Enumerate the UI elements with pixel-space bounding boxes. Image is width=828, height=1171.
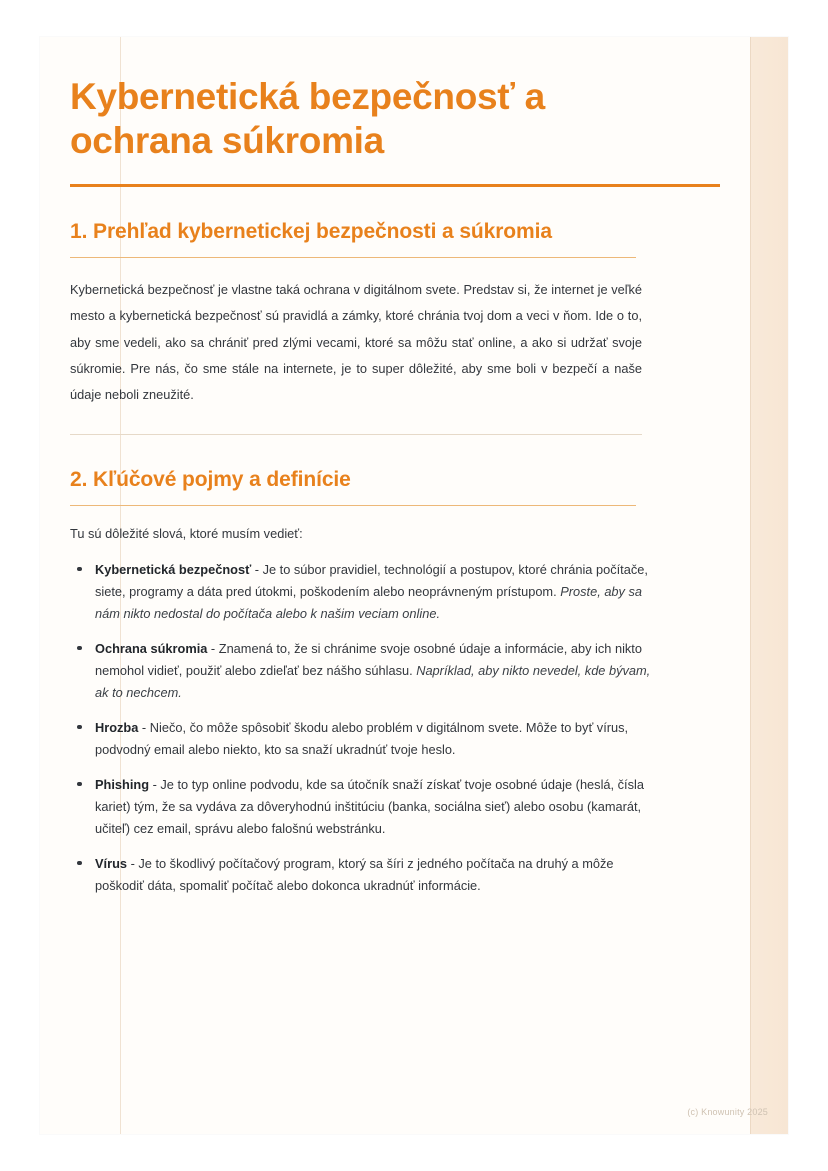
list-item: [70, 853, 660, 910]
list-item: [70, 559, 660, 638]
terms-list: [70, 545, 650, 910]
right-margin-rule: [750, 37, 751, 1134]
section-heading-2: 2. Kľúčové pojmy a definície: [70, 468, 351, 492]
term-example: Proste, aby sa nám nikto nedostal do počítača alebo k našim veciam online.: [95, 583, 643, 621]
term-name: Hrozba: [95, 719, 139, 735]
list-item: [70, 717, 660, 774]
term-definition: - Je to typ online podvodu, kde sa útočník snaží získať tvoje osobné údaje (heslá, čísla kariet) tým, že sa vydáva za dôveryhodnú inštitúciu (banka, sociálna sieť) alebo osobu (kamarát, učiteľ) cez email, správu alebo falošnú webstránku.: [95, 776, 644, 836]
term-name: Vírus: [95, 855, 128, 871]
term-definition: - Je to škodlivý počítačový program, ktorý sa šíri z jedného počítača na druhý a môže poškodiť dáta, spomaliť počítač alebo dokonca ukradnúť informácie.: [95, 855, 614, 893]
term-name: Kybernetická bezpečnosť: [95, 561, 252, 577]
page-title: Kybernetická bezpečnosť a ochrana súkromia: [70, 76, 545, 161]
page-footer: (c) Knowunity 2025: [687, 1107, 768, 1117]
list-item: [70, 638, 660, 717]
term-example: Napríklad, aby nikto nevedel, kde bývam, ak to nechcem.: [95, 662, 651, 700]
term-definition: - Niečo, čo môže spôsobiť škodu alebo problém v digitálnom svete. Môže to byť vírus, podvodný email alebo niekto, kto sa snaží ukradnúť tvoje heslo.: [95, 719, 629, 757]
list-item: [70, 774, 660, 853]
section-intro-2: Tu sú dôležité slová, ktoré musím vedieť:: [70, 526, 303, 542]
term-definition: - Je to súbor pravidiel, technológií a postupov, ktoré chránia počítače, siete, programy a dáta pred útokmi, poškodením alebo neoprávneným prístupom.: [95, 561, 648, 599]
section-paragraph-1: Kybernetická bezpečnosť je vlastne taká ochrana v digitálnom svete. Predstav si, že internet je veľké mesto a kybernetická bezpečnosť sú pravidlá a zámky, ktoré chránia tvoj dom a veci v ňom. Ide o to, aby sme vedeli, ako sa chrániť pred zlými vecami, ktoré sa môžu stať online, a ako si udržať svoje súkromie. Pre nás, čo sme stále na internete, je to super dôležité, aby sme boli v bezpečí a naše údaje neboli zneužité.: [70, 282, 642, 403]
document-content: [70, 37, 768, 1117]
section-heading-1: 1. Prehľad kybernetickej bezpečnosti a súkromia: [70, 220, 552, 244]
term-name: Ochrana súkromia: [95, 640, 208, 656]
term-name: Phishing: [95, 776, 150, 792]
term-definition: - Znamená to, že si chránime svoje osobné údaje a informácie, aby ich nikto nemohol vidieť, použiť alebo zdieľať bez nášho súhlasu.: [95, 640, 642, 678]
